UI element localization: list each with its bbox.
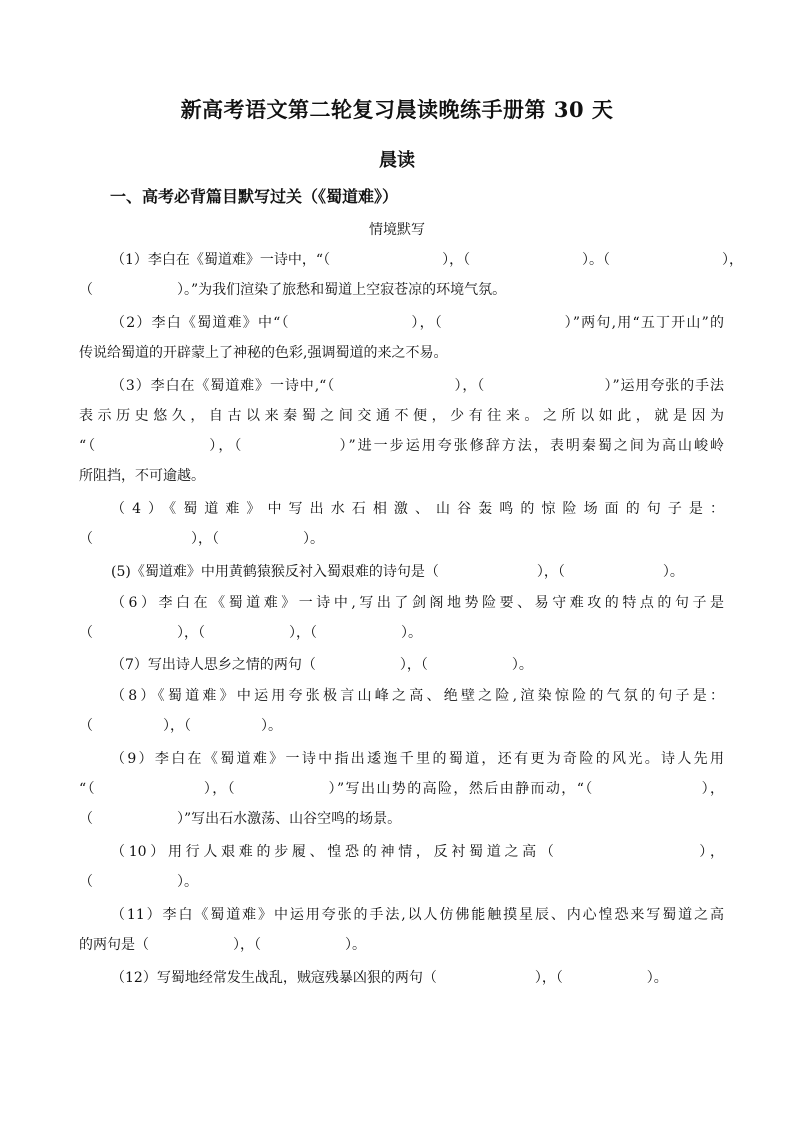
question-line: （12）写蜀地经常发生战乱，贼寇残暴凶狠的两句（ ），（ ）。 — [111, 970, 668, 986]
question-line: （ ）”写出石水激荡、山谷空鸣的场景。 — [79, 811, 402, 827]
question-line: （1）李白在《蜀道难》一诗中，“（ ），（ ）。（ ）， — [111, 252, 744, 268]
question-10 — [79, 837, 724, 897]
question-line: （7）写出诗人思乡之情的两句（ ），（ ）。 — [111, 657, 533, 673]
question-line: （4）《蜀道难》中写出水石相激、山谷轰鸣的惊险场面的句子是： — [111, 501, 724, 517]
question-line: （3）李白在《蜀道难》一诗中,“（ ），（ ）”运用夸张的手法 — [111, 378, 724, 394]
question-line: （10）用行人艰难的步履、惶恐的神情，反衬蜀道之高（ ）， — [111, 844, 724, 860]
page-subtitle: 晨读 — [379, 150, 415, 171]
question-line: （2）李白《蜀道难》中“（ ），（ ）”两句,用“五丁开山”的 — [111, 315, 724, 331]
question-12 — [79, 963, 724, 993]
question-line: “（ ），（ ）”进一步运用夸张修辞方法，表明秦蜀之间为高山峻岭 — [79, 438, 724, 454]
question-line: （ ），（ ）。 — [79, 718, 282, 734]
question-line: 表示历史悠久，自古以来秦蜀之间交通不便，少有往来。之所以如此，就是因为 — [79, 408, 724, 424]
question-line: （ ），（ ），（ ）。 — [79, 625, 422, 641]
exercise-label: 情境默写 — [369, 222, 425, 238]
question-8 — [79, 681, 724, 741]
question-line: （ ），（ ）。 — [79, 531, 324, 547]
page-title: 新高考语文第二轮复习晨读晚练手册第 30 天 — [180, 97, 614, 122]
question-line: (5)《蜀道难》中用黄鹤猿猴反衬入蜀艰难的诗句是（ ），（ ）。 — [111, 564, 684, 580]
question-11 — [79, 900, 724, 960]
question-6 — [79, 588, 724, 648]
question-9 — [79, 744, 724, 834]
question-line: （9）李白在《蜀道难》一诗中指出逶迤千里的蜀道，还有更为奇险的风光。诗人先用 — [111, 751, 724, 767]
question-2 — [79, 308, 724, 368]
question-4 — [79, 494, 724, 554]
question-1 — [79, 245, 744, 305]
section-heading: 一、高考必背篇目默写过关（《蜀道难》） — [110, 187, 399, 206]
question-line: （6）李白在《蜀道难》一诗中,写出了剑阁地势险要、易守难攻的特点的句子是 — [111, 595, 724, 611]
question-line: （ ）。”为我们渲染了旅愁和蜀道上空寂苍凉的环境气氛。 — [79, 282, 507, 298]
question-line: 的两句是（ ），（ ）。 — [79, 937, 366, 953]
question-line: （11）李白《蜀道难》中运用夸张的手法,以人仿佛能触摸星辰、内心惶恐来写蜀道之高 — [111, 907, 724, 923]
question-line: 所阻挡，不可逾越。 — [79, 468, 205, 484]
question-line: “（ ），（ ）”写出山势的高险，然后由静而动，“（ ）， — [79, 781, 724, 797]
question-7 — [79, 650, 724, 680]
question-line: （ ）。 — [79, 874, 198, 890]
question-3 — [79, 371, 724, 491]
question-line: （8）《蜀道难》中运用夸张极言山峰之高、绝壁之险,渲染惊险的气氛的句子是： — [111, 688, 724, 704]
question-line: 传说给蜀道的开辟蒙上了神秘的色彩,强调蜀道的来之不易。 — [79, 345, 448, 361]
question-5 — [79, 557, 724, 587]
